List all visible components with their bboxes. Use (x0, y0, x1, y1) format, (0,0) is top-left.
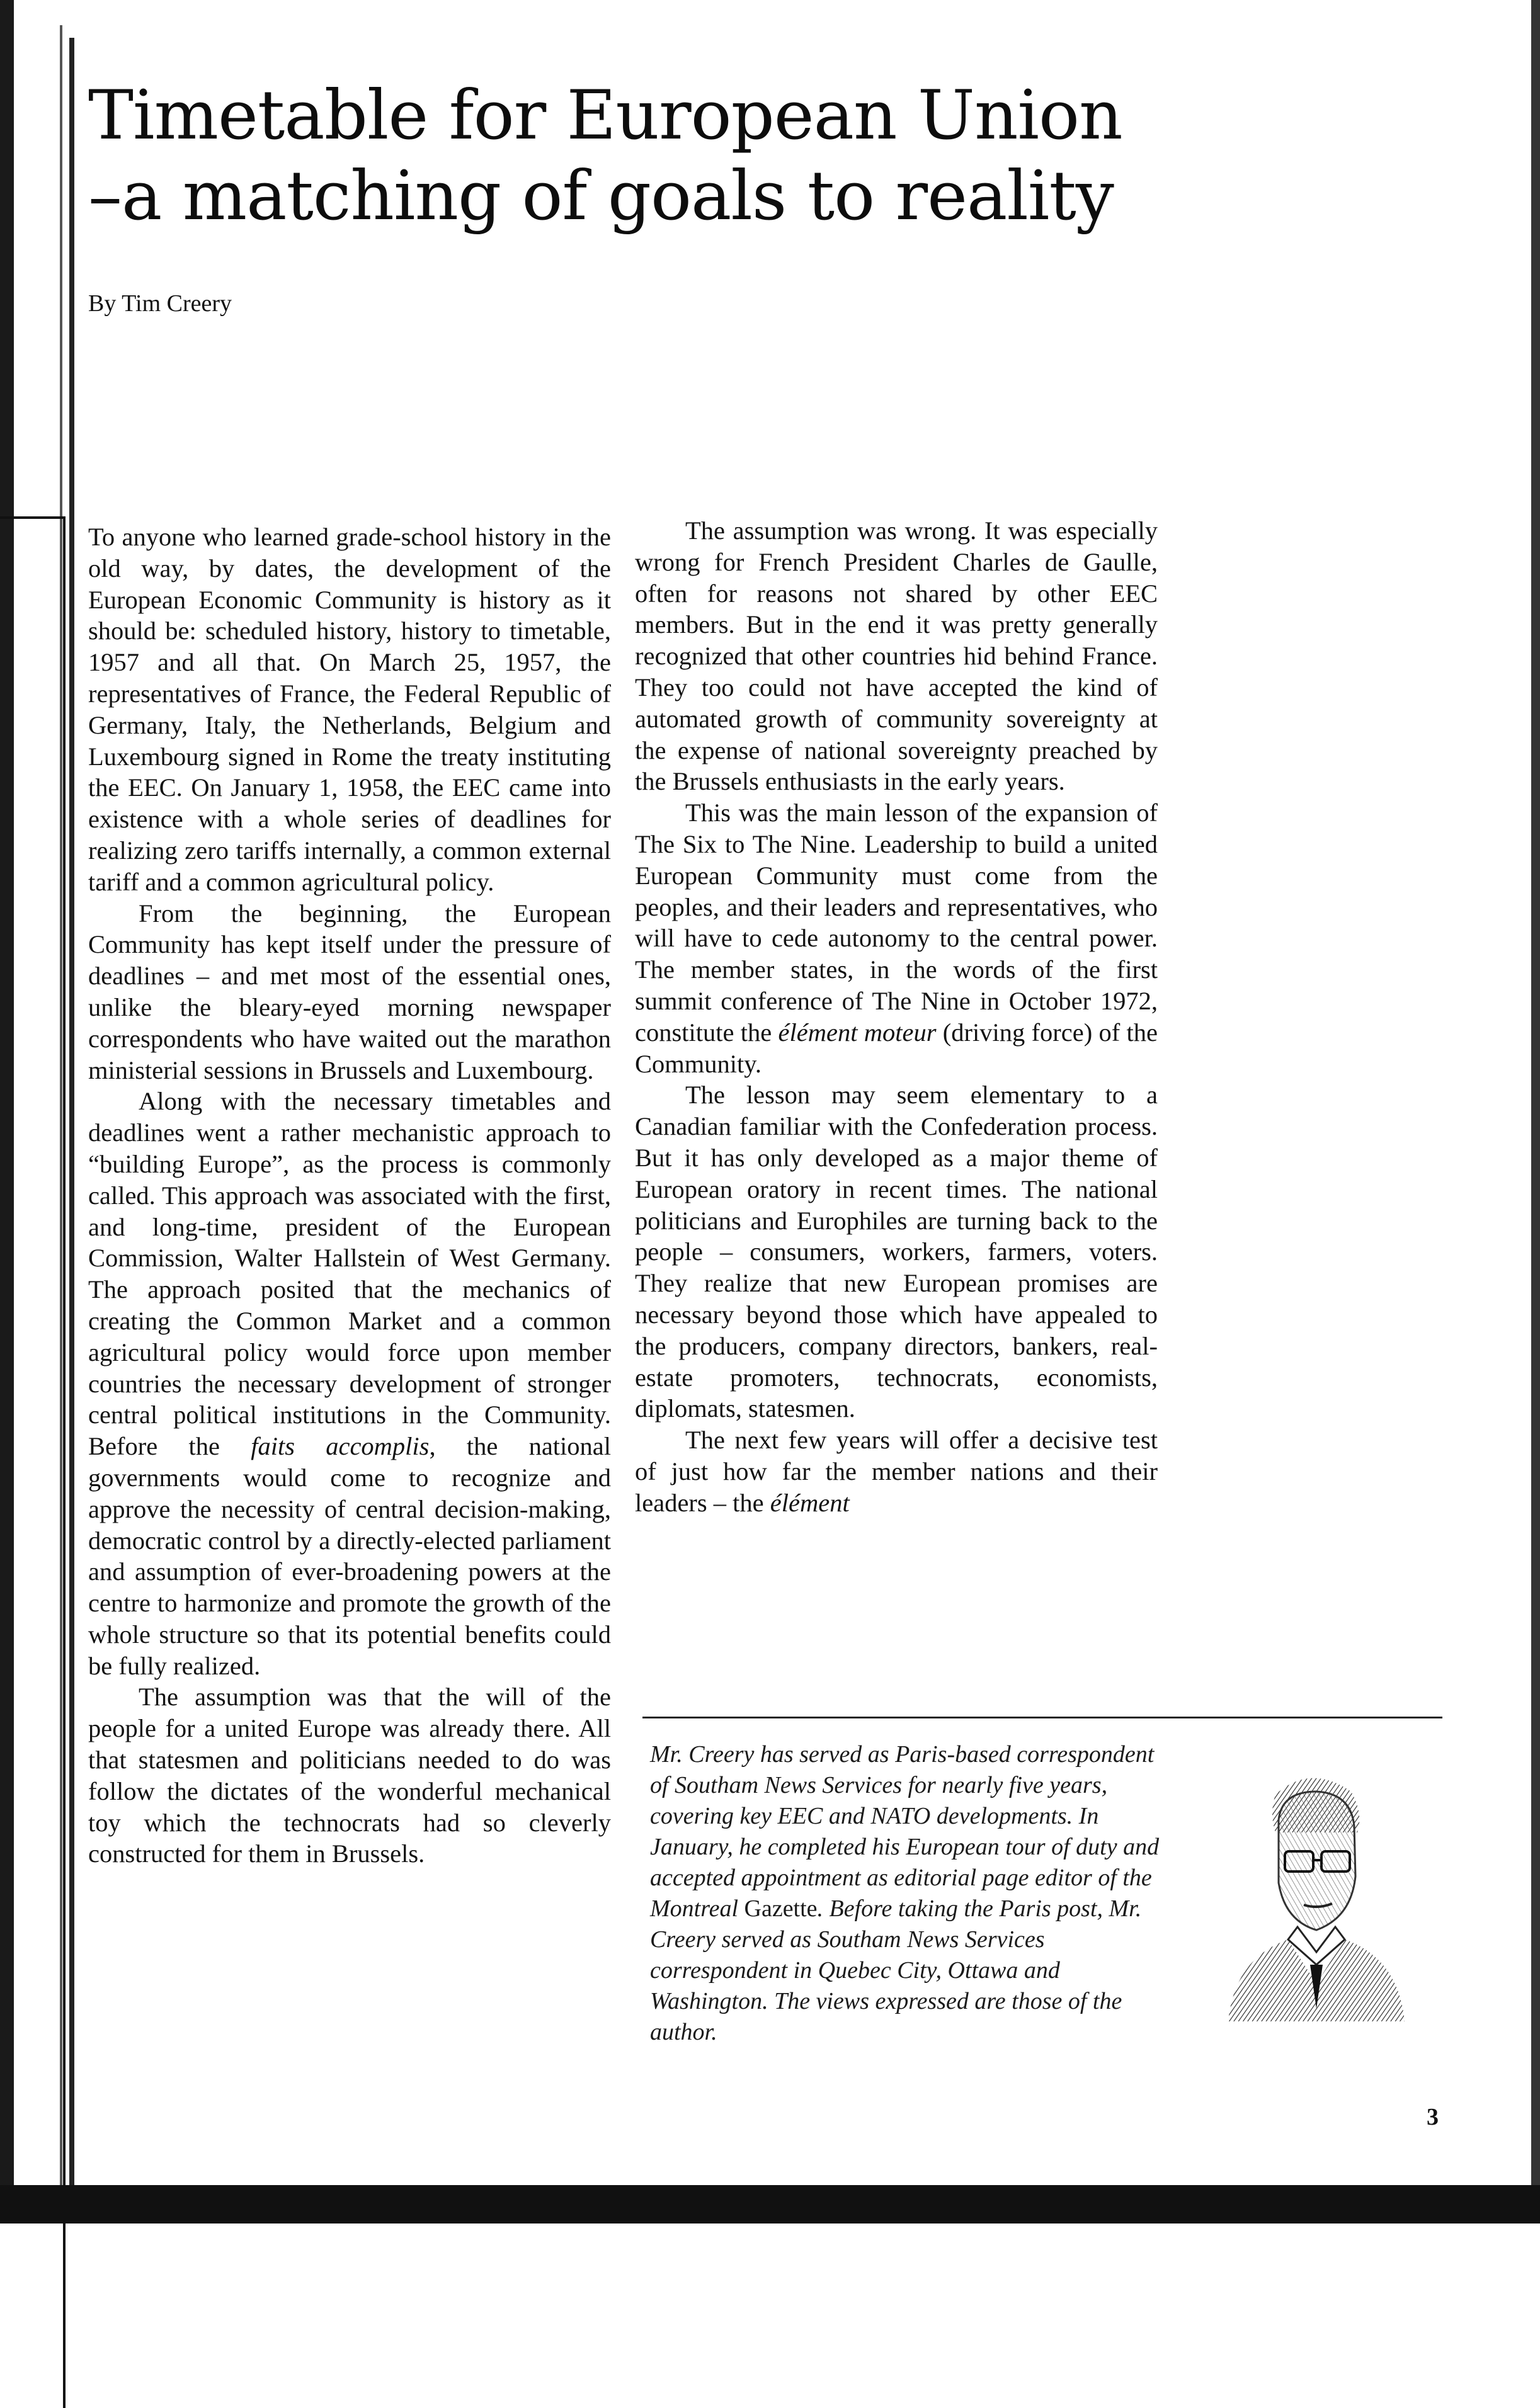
italic-phrase: élément (770, 1488, 850, 1517)
paragraph-text: , the national governments would come to recognize and approve the necessity of central decision-making, democratic control by a directly-elected parliament and assumption of ever-broadening powers at the centre to harmonize and promote the growth of the whole structure so that its potential benefits could be fully realized. (88, 1432, 612, 1680)
paragraph: The assumption was that the will of the people for a united Europe was already there. All that statesmen and politicians needed to do was follow the dictates of the wonderful mechanical toy which the technocrats had so cleverly constructed for them in Brussels. (88, 1683, 611, 1868)
page-right-edge (1531, 0, 1540, 2223)
paragraph: From the beginning, the European Community has kept itself under the pressure of deadlines – and met most of the essential ones, unlike the bleary-eyed morning newspaper correspondents who have waited out the marathon ministerial sessions in Brussels and Luxembourg. (88, 899, 611, 1084)
bio-text: . Before taking the Paris post, Mr. Creery served as Southam News Services correspondent in Quebec City, Ottawa and Washington. The views expressed are those of the author. (650, 1895, 1142, 2045)
paragraph (635, 797, 1158, 1079)
bio-gazette: Gazette (744, 1895, 818, 1922)
paragraph: The lesson may seem elementary to a Canadian familiar with the Confederation process. But it has only developed as a major theme of European oratory in recent times. The national politicians and Europhiles are turning back to the people – consumers, workers, farmers, voters. They realize that new European promises are necessary beyond those which have appealed to the producers, company directors, bankers, real-estate promoters, technocrats, economists, diplomats, statesmen. (635, 1081, 1158, 1423)
paragraph-text: The next few years will offer a decisive test of just how far the member nations and their leaders – the (635, 1426, 1158, 1517)
article-column-right (635, 515, 1158, 1519)
article-column-left (88, 521, 611, 1870)
paragraph (635, 1424, 1158, 1518)
paragraph-text: This was the main lesson of the expansion of The Six to The Nine. Leadership to build a united European Community must come from the peoples, and their leaders and representatives, who will have to cede autonomy to the central power. The member states, in the words of the first summit conference of The Nine in October 1972, constitute the (635, 798, 1158, 1047)
binding-edge (0, 0, 82, 2223)
paragraph: The assumption was wrong. It was especially wrong for French President Charles de Gaulle, often for reasons not shared by other EEC members. But in the end it was pretty generally recognized that other countries hid behind France. They too could not have accepted the kind of automated growth of community sovereignty at the expense of national sovereignty preached by the Brussels enthusiasts in the early years. (635, 516, 1158, 796)
author-bio (650, 1739, 1173, 2048)
bio-divider (642, 1717, 1442, 1718)
paragraph (88, 1086, 611, 1681)
author-portrait-image (1216, 1757, 1411, 2021)
paragraph: To anyone who learned grade-school history in the old way, by dates, the development of the European Economic Community is history as it should be: scheduled history, history to timetable, 1957 and all that. On March 25, 1957, the representatives of France, the Federal Republic of Germany, Italy, the Netherlands, Belgium and Luxembourg signed in Rome the treaty instituting the EEC. On January 1, 1958, the EEC came into existence with a whole series of deadlines for realizing zero tariffs internally, a common external tariff and a common agricultural policy. (88, 523, 611, 896)
italic-phrase: faits accomplis (251, 1432, 430, 1461)
page-number: 3 (1427, 2104, 1439, 2130)
paragraph-text: (driving force) of the Community. (635, 1018, 1158, 1078)
paragraph-text: Along with the necessary timetables and deadlines went a rather mechanistic approach to “building Europe”, as the process is commonly called. This approach was associated with the first, and long-time, president of the European Commission, Walter Hallstein of West Germany. The approach posited that the mechanics of creating the Common Market and a common agricultural policy would force upon member countries the necessary development of stronger central political institutions in the Community. Before the (88, 1087, 611, 1461)
byline: By Tim Creery (88, 290, 232, 317)
italic-phrase: élément moteur (778, 1018, 937, 1047)
article-title (88, 76, 1411, 237)
bio-text: Mr. Creery has served as Paris-based correspondent of Southam News Services for nearly five years, covering key EEC and NATO developments. In January, he completed his European tour of duty and accepted appointment as editorial page editor of the Montreal (650, 1741, 1160, 1922)
scan-bottom-border (0, 2185, 1540, 2223)
title-line-1: Timetable for European Union (88, 76, 1122, 155)
title-line-2: –a matching of goals to reality (88, 157, 1114, 236)
